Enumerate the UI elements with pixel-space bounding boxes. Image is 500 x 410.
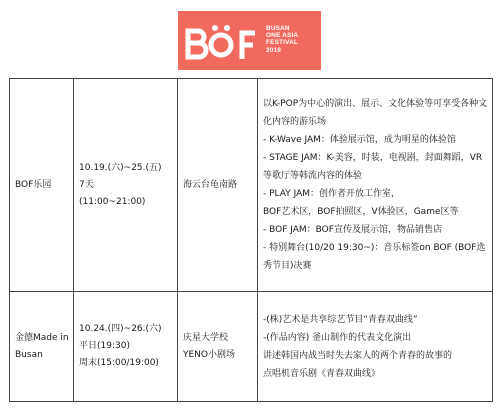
description-line: 以K-POP为中心的演出、展示、文化体验等可享受各种文化内容的游乐场 xyxy=(263,99,488,127)
bof-logo-mark xyxy=(184,21,258,61)
logo-wordmark xyxy=(266,25,298,54)
date-cell xyxy=(74,292,178,402)
table-row xyxy=(10,79,493,292)
venue-line: YENO小剧场 xyxy=(183,349,236,360)
date-cell xyxy=(74,79,178,292)
description-line: - STAGE JAM：K-美容，时装，电视剧，封面舞蹈，VR等歌厅等韩流内容的体验 xyxy=(263,153,483,181)
description-cell xyxy=(258,79,493,292)
description-line: BOF艺术区，BOF拍照区，V体验区，Game区等 xyxy=(263,207,459,217)
table-row xyxy=(10,292,493,402)
description-line: - K-Wave JAM：体验展示馆，成为明星的体验馆 xyxy=(263,135,456,145)
date-line: (11:00~21:00) xyxy=(79,196,146,207)
description-line: - PLAY JAM：创作者开放工作室， xyxy=(263,189,400,199)
venue-line: 庆星大学校 xyxy=(183,332,229,343)
description-line: - 特别舞台(10/20 19:30~)：音乐标签on BOF (BOF选秀节目)决赛 xyxy=(263,243,486,271)
venue-cell xyxy=(178,79,258,292)
program-name: 金德Made in Busan xyxy=(15,332,69,360)
date-line: 10.19.(六)~25.(五) xyxy=(79,162,162,173)
schedule-table xyxy=(9,78,493,402)
logo-line-2: ONE ASIA xyxy=(266,32,299,40)
date-line: 周末(15:00/19:00) xyxy=(79,358,159,368)
logo-line-4: 2019 xyxy=(266,46,282,54)
logo-line-1: BUSAN xyxy=(266,25,290,32)
description-line: 点唱机音乐剧《青春双曲线》 xyxy=(263,368,381,379)
program-name-cell xyxy=(10,292,74,402)
description-line: -(株)艺术是共享综艺节目“青春双曲线” xyxy=(263,314,418,325)
venue-cell xyxy=(178,292,258,402)
description-line: -(作品内容) 釜山制作的代表文化演出 xyxy=(263,332,412,343)
date-line: 7天 xyxy=(79,179,94,190)
description-line: 讲述韩国内战当时失去家人的两个青春的故事的 xyxy=(263,350,453,361)
description-line: - BOF JAM：BOF宣传及展示馆，物品销售店 xyxy=(263,225,442,235)
program-name: BOF乐园 xyxy=(15,179,52,190)
description-cell xyxy=(258,292,493,402)
venue-line: 海云台龟南路 xyxy=(183,179,238,190)
program-name-cell xyxy=(10,79,74,292)
date-line: 平日(19:30) xyxy=(79,341,130,351)
bof-logo xyxy=(178,11,321,70)
logo-line-3: FESTIVAL xyxy=(266,39,299,47)
date-line: 10.24.(四)~26.(六) xyxy=(79,324,162,334)
